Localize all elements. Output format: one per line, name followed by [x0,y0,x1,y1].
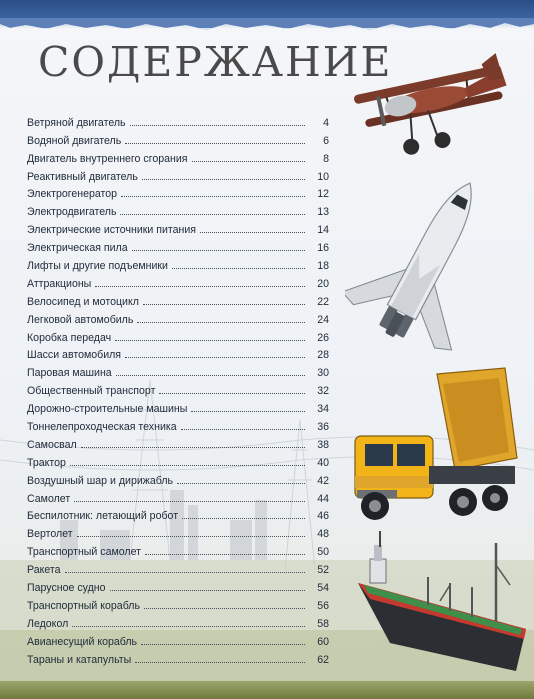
toc-entry-title: Электродвигатель [27,206,117,219]
biplane-icon [340,50,520,170]
table-of-contents [27,111,329,666]
toc-entry-page: 10 [317,170,329,183]
dot-leader [143,304,305,305]
toc-entry[interactable] [27,111,329,129]
space-shuttle-icon [345,168,505,368]
dot-leader [70,465,305,466]
toc-entry-page: 26 [317,331,329,344]
dot-leader [74,501,305,502]
toc-entry-title: Тараны и катапульты [27,653,132,666]
dot-leader [81,447,305,448]
toc-entry[interactable] [27,576,329,594]
toc-entry-page: 32 [317,385,329,398]
dot-leader [191,411,305,412]
toc-entry-title: Реактивный двигатель [27,170,138,183]
toc-entry-title: Паровая машина [27,367,112,380]
toc-entry-page: 34 [317,403,329,416]
toc-entry-page: 40 [317,456,329,469]
toc-entry-page: 46 [317,510,329,523]
dot-leader [181,429,305,430]
toc-entry[interactable] [27,630,329,648]
toc-entry-page: 22 [317,295,329,308]
toc-entry-title: Ветряной двигатель [27,116,126,129]
toc-entry-title: Легковой автомобиль [27,313,134,326]
toc-entry-title: Электрическая пила [27,242,128,255]
toc-entry-page: 8 [323,152,329,165]
toc-entry-page: 14 [317,224,329,237]
toc-entry[interactable] [27,254,329,272]
dot-leader [65,572,305,573]
toc-entry-page: 44 [317,492,329,505]
toc-entry-title: Велосипед и мотоцикл [27,295,139,308]
toc-entry[interactable] [27,308,329,326]
toc-entry-title: Электрические источники питания [27,224,197,237]
toc-entry-title: Вертолет [27,528,73,541]
toc-entry[interactable] [27,469,329,487]
dot-leader [120,214,305,215]
toc-entry[interactable] [27,612,329,630]
toc-entry-title: Воздушный шар и дирижабль [27,474,174,487]
page-title: СОДЕРЖАНИЕ [38,38,393,86]
toc-entry-page: 54 [317,582,329,595]
toc-entry-page: 36 [317,421,329,434]
toc-entry-title: Электрогенератор [27,188,118,201]
toc-entry-title: Общественный транспорт [27,385,156,398]
toc-entry-page: 30 [317,367,329,380]
toc-entry-page: 60 [317,635,329,648]
dot-leader [159,393,305,394]
torn-edge [0,18,534,34]
toc-entry[interactable] [27,200,329,218]
toc-entry[interactable] [27,326,329,344]
toc-entry-title: Авианесущий корабль [27,635,138,648]
toc-entry-page: 18 [317,260,329,273]
toc-entry[interactable] [27,129,329,147]
toc-entry[interactable] [27,165,329,183]
toc-entry-title: Ракета [27,564,61,577]
toc-entry-title: Самосвал [27,438,77,451]
toc-entry-page: 6 [323,134,329,147]
dot-leader [72,626,305,627]
toc-entry[interactable] [27,272,329,290]
toc-entry[interactable] [27,433,329,451]
dot-leader [115,340,305,341]
toc-entry-title: Лифты и другие подъемники [27,260,168,273]
toc-entry-title: Двигатель внутреннего сгорания [27,152,188,165]
toc-entry-title: Водяной двигатель [27,134,122,147]
toc-entry-title: Коробка передач [27,331,112,344]
toc-entry[interactable] [27,522,329,540]
toc-entry[interactable] [27,290,329,308]
toc-entry[interactable] [27,147,329,165]
dot-leader [144,608,305,609]
toc-entry-title: Дорожно-строительные машины [27,403,188,416]
toc-entry-page: 62 [317,653,329,666]
toc-entry-title: Тоннелепроходческая техника [27,421,177,434]
toc-entry[interactable] [27,361,329,379]
dot-leader [116,375,305,376]
dot-leader [125,357,305,358]
toc-entry-title: Транспортный самолет [27,546,141,559]
toc-entry-title: Беспилотник: летающий робот [27,510,179,523]
toc-entry-page: 16 [317,242,329,255]
toc-entry[interactable] [27,540,329,558]
cargo-ship-icon [350,525,530,675]
toc-entry-page: 56 [317,599,329,612]
toc-entry[interactable] [27,397,329,415]
toc-entry-page: 12 [317,188,329,201]
dot-leader [121,196,305,197]
dot-leader [182,518,305,519]
dot-leader [135,662,305,663]
toc-entry[interactable] [27,344,329,362]
toc-entry[interactable] [27,218,329,236]
dot-leader [192,161,305,162]
toc-entry[interactable] [27,451,329,469]
toc-entry-page: 50 [317,546,329,559]
toc-entry[interactable] [27,558,329,576]
toc-entry[interactable] [27,183,329,201]
toc-entry-page: 4 [323,116,329,129]
bottom-grass-band [0,681,534,699]
toc-entry-page: 20 [317,277,329,290]
toc-entry[interactable] [27,594,329,612]
toc-entry-page: 52 [317,564,329,577]
toc-entry-title: Транспортный корабль [27,599,140,612]
toc-entry-page: 58 [317,617,329,630]
dot-leader [110,590,306,591]
dot-leader [145,554,305,555]
toc-entry-page: 28 [317,349,329,362]
toc-entry-title: Самолет [27,492,71,505]
toc-entry[interactable] [27,415,329,433]
toc-entry[interactable] [27,505,329,523]
toc-entry[interactable] [27,379,329,397]
toc-entry-page: 38 [317,438,329,451]
dot-leader [95,286,305,287]
toc-entry-page: 48 [317,528,329,541]
toc-entry-title: Трактор [27,456,66,469]
dot-leader [141,644,305,645]
toc-entry[interactable] [27,487,329,505]
toc-entry-title: Ледокол [27,617,69,630]
dot-leader [132,250,305,251]
dot-leader [77,536,305,537]
toc-entry-page: 42 [317,474,329,487]
toc-entry-title: Парусное судно [27,582,106,595]
dot-leader [142,179,305,180]
dot-leader [130,125,305,126]
dot-leader [125,143,305,144]
toc-entry-page: 13 [317,206,329,219]
toc-entry-title: Аттракционы [27,277,92,290]
toc-entry-page: 24 [317,313,329,326]
dot-leader [172,268,305,269]
dot-leader [200,232,305,233]
dump-truck-icon [345,366,520,526]
toc-entry-title: Шасси автомобиля [27,349,122,362]
dot-leader [177,483,305,484]
toc-entry[interactable] [27,236,329,254]
dot-leader [137,322,305,323]
toc-entry[interactable] [27,648,329,666]
